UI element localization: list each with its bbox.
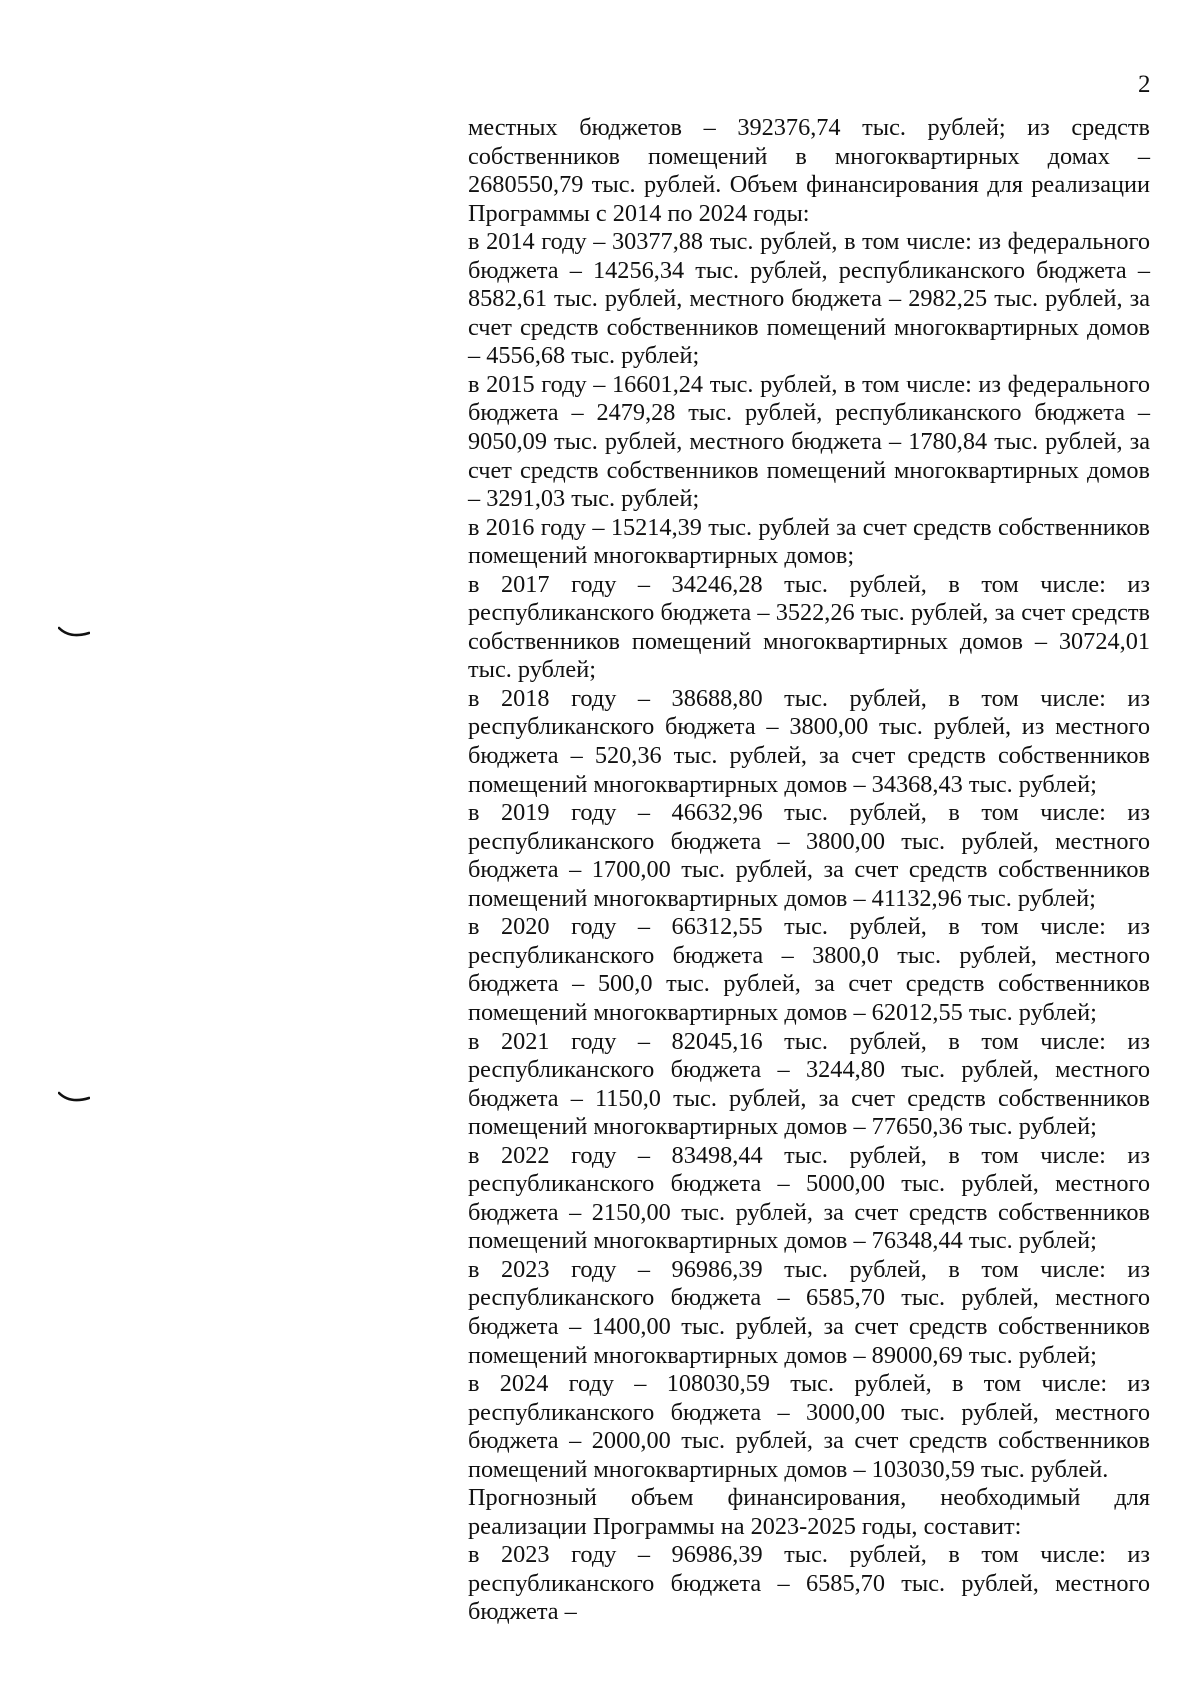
page-number: 2	[1138, 71, 1151, 98]
paragraph-forecast: Прогнозный объем финансирования, необходимый для реализации Программы на 2023-2025 годы, составит:	[468, 1484, 1150, 1540]
paragraph-2024: в 2024 году – 108030,59 тыс. рублей, в том числе: из республиканского бюджета – 3000,00 тыс. рублей, местного бюджета – 2000,00 тыс. рублей, за счет средств собственников помещений многоквартирных домов – 103030,59 тыс. рублей.	[468, 1370, 1150, 1483]
paragraph-2019: в 2019 году – 46632,96 тыс. рублей, в том числе: из республиканского бюджета – 3800,00 тыс. рублей, местного бюджета – 1700,00 тыс. рублей, за счет средств собственников помещений многоквартирных домов – 41132,96 тыс. рублей;	[468, 799, 1150, 912]
paragraph-forecast-2023: в 2023 году – 96986,39 тыс. рублей, в том числе: из республиканского бюджета – 6585,70 тыс. рублей, местного бюджета –	[468, 1541, 1150, 1626]
paragraph-2015: в 2015 году – 16601,24 тыс. рублей, в том числе: из федерального бюджета – 2479,28 тыс. рублей, республиканского бюджета – 9050,09 тыс. рублей, местного бюджета – 1780,84 тыс. рублей, за счет средств собственников помещений многоквартирных домов – 3291,03 тыс. рублей;	[468, 370, 1150, 513]
paragraph-2017: в 2017 году – 34246,28 тыс. рублей, в том числе: из республиканского бюджета – 3522,26 тыс. рублей, за счет средств собственников помещений многоквартирных домов – 30724,01 тыс. рублей;	[468, 570, 1150, 684]
paragraph-2016: в 2016 году – 15214,39 тыс. рублей за счет средств собственников помещений многоквартирных домов;	[468, 513, 1150, 570]
paragraph-2021: в 2021 году – 82045,16 тыс. рублей, в том числе: из республиканского бюджета – 3244,80 тыс. рублей, местного бюджета – 1150,0 тыс. рублей, за счет средств собственников помещений многоквартирных домов – 77650,36 тыс. рублей;	[468, 1027, 1150, 1141]
paragraph-2023: в 2023 году – 96986,39 тыс. рублей, в том числе: из республиканского бюджета – 6585,70 тыс. рублей, местного бюджета – 1400,00 тыс. рублей, за счет средств собственников помещений многоквартирных домов – 89000,69 тыс. рублей;	[468, 1255, 1150, 1369]
paragraph-intro: местных бюджетов – 392376,74 тыс. рублей; из средств собственников помещений в многоквартирных домах – 2680550,79 тыс. рублей. Объем финансирования для реализации Программы с 2014 по 2024 годы:	[468, 114, 1150, 227]
paragraph-2014: в 2014 году – 30377,88 тыс. рублей, в том числе: из федерального бюджета – 14256,34 тыс. рублей, республиканского бюджета – 8582,61 тыс. рублей, местного бюджета – 2982,25 тыс. рублей, за счет средств собственников помещений многоквартирных домов – 4556,68 тыс. рублей;	[468, 228, 1150, 370]
document-body	[468, 114, 1150, 1627]
paragraph-2020: в 2020 году – 66312,55 тыс. рублей, в том числе: из республиканского бюджета – 3800,0 тыс. рублей, местного бюджета – 500,0 тыс. рублей, за счет средств собственников помещений многоквартирных домов – 62012,55 тыс. рублей;	[468, 913, 1150, 1026]
paragraph-2018: в 2018 году – 38688,80 тыс. рублей, в том числе: из республиканского бюджета – 3800,00 тыс. рублей, из местного бюджета – 520,36 тыс. рублей, за счет средств собственников помещений многоквартирных домов – 34368,43 тыс. рублей;	[468, 684, 1150, 798]
scan-artifact-mark	[58, 1090, 90, 1104]
scan-artifact-mark	[58, 625, 90, 639]
paragraph-2022: в 2022 году – 83498,44 тыс. рублей, в том числе: из республиканского бюджета – 5000,00 тыс. рублей, местного бюджета – 2150,00 тыс. рублей, за счет средств собственников помещений многоквартирных домов – 76348,44 тыс. рублей;	[468, 1141, 1150, 1255]
